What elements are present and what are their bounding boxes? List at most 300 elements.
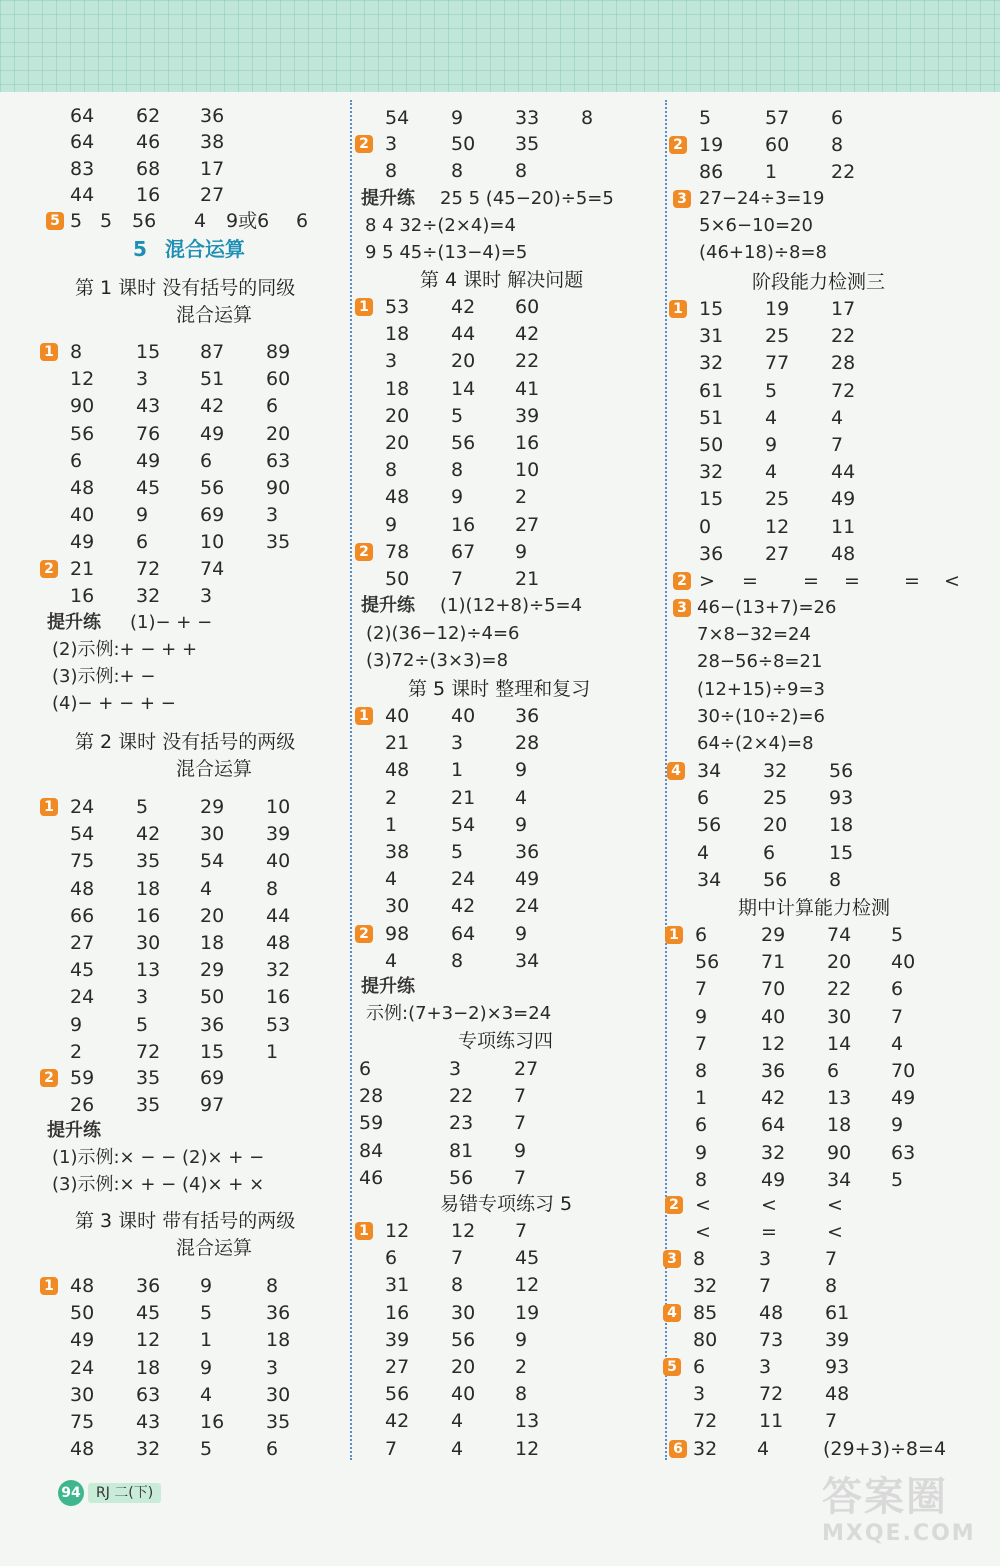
header-grid-band — [0, 0, 1000, 92]
answer-cell: 25 — [763, 787, 788, 810]
answer-cell: 24 — [70, 1356, 95, 1379]
answer-cell: 49 — [831, 488, 856, 511]
answer-cell: 9 — [695, 1141, 708, 1164]
answer-row — [359, 131, 705, 157]
answer-row — [673, 1436, 993, 1462]
answer-row — [70, 1039, 390, 1065]
answer-cell: 4 — [765, 406, 778, 429]
answer-cell: 15 — [699, 298, 724, 320]
answer-cell: 0 — [699, 515, 712, 538]
answer-cell: 5 — [100, 210, 113, 232]
answer-cell: 63 — [136, 1383, 161, 1406]
answer-row — [699, 459, 1000, 485]
answer-cell: 14 — [451, 377, 476, 400]
question-number-badge: 2 — [40, 1069, 58, 1087]
answer-line: 示例:(7+3−2)×3=24 — [366, 1003, 552, 1024]
answer-row — [385, 1408, 705, 1434]
answer-line: 27−24÷3=19 — [699, 188, 825, 209]
answer-line: 30÷(10÷2)=6 — [697, 705, 826, 727]
answer-cell: 31 — [699, 325, 724, 348]
answer-cell: 42 — [451, 296, 476, 318]
answer-cell: 23 — [449, 1112, 474, 1135]
answer-cell: 5 — [136, 1013, 149, 1036]
answer-cell: 20 — [451, 1356, 476, 1378]
answer-cell: 1 — [765, 161, 778, 184]
answer-cell: 40 — [451, 705, 476, 727]
answer-row — [44, 1065, 390, 1091]
answer-cell: 34 — [697, 868, 722, 891]
section-title: 专项练习四 — [458, 1030, 554, 1052]
answer-cell: 6 — [266, 395, 279, 418]
answer-cell: 72 — [831, 379, 856, 402]
answer-cell: 50 — [699, 434, 724, 456]
answer-row — [359, 1056, 679, 1082]
answer-cell: 67 — [451, 541, 476, 563]
answer-cell: 39 — [515, 404, 540, 427]
answer-cell: 32 — [693, 1275, 718, 1298]
answer-cell: 7 — [514, 1166, 527, 1189]
answer-cell: 1 — [200, 1329, 213, 1352]
answer-cell: 8 — [831, 134, 844, 156]
answer-cell: 3 — [759, 1356, 772, 1378]
chapter-title: 混合运算 — [164, 237, 245, 261]
answer-cell: 76 — [136, 422, 161, 445]
answer-line: 8 4 32÷(2×4)=4 — [365, 215, 516, 236]
answer-cell: 1 — [385, 813, 398, 836]
answer-row — [385, 893, 705, 919]
answer-cell: 51 — [200, 368, 225, 391]
answer-row — [385, 348, 705, 374]
answer-cell: 12 — [765, 515, 790, 538]
answer-cell: 29 — [200, 796, 225, 818]
answer-cell: 48 — [385, 486, 410, 509]
question-number-badge: 1 — [40, 1277, 58, 1295]
answer-cell: 56 — [385, 1383, 410, 1406]
question-number-badge: 2 — [665, 1196, 683, 1214]
answer-line: (3)示例:+ − — [52, 666, 156, 687]
answer-row — [385, 158, 705, 184]
answer-cell: 10 — [200, 531, 225, 554]
answer-cell: 4 — [451, 1410, 464, 1433]
answer-cell: 56 — [70, 422, 95, 445]
answer-cell: 27 — [765, 542, 790, 565]
answer-cell: 64 — [761, 1114, 786, 1137]
answer-cell: 50 — [451, 133, 476, 155]
answer-cell: 2 — [515, 486, 528, 509]
answer-cell: = — [761, 1221, 777, 1244]
answer-cell: 8 — [515, 160, 528, 183]
answer-cell: = — [742, 570, 758, 592]
answer-cell: < — [827, 1194, 843, 1216]
answer-cell: 56 — [449, 1166, 474, 1189]
answer-cell: 15 — [200, 1040, 225, 1063]
answer-cell: 9 — [515, 813, 528, 836]
answer-row — [697, 867, 1000, 893]
answer-cell: 74 — [200, 558, 225, 580]
answer-cell: 8 — [451, 1274, 464, 1297]
answer-cell: 68 — [136, 157, 161, 180]
answer-cell: 49 — [136, 449, 161, 472]
answer-cell: 7 — [451, 1247, 464, 1270]
question-number-badge: 6 — [669, 1440, 687, 1458]
answer-row — [385, 839, 705, 865]
answer-cell: 1 — [451, 759, 464, 782]
lesson-title: 第 5 课时 整理和复习 — [408, 678, 591, 700]
question-number-badge: 3 — [673, 190, 691, 208]
answer-cell: 2 — [385, 786, 398, 809]
answer-cell: 20 — [266, 422, 291, 445]
answer-row — [385, 403, 705, 429]
answer-cell: 6 — [891, 978, 904, 1001]
answer-cell: 34 — [697, 760, 722, 782]
answer-row — [385, 457, 705, 483]
answer-cell: 30 — [70, 1383, 95, 1406]
answer-cell: 3 — [136, 986, 149, 1009]
answer-row — [385, 1354, 705, 1380]
answer-cell: 16 — [200, 1411, 225, 1433]
answer-row — [385, 321, 705, 347]
answer-cell: 18 — [827, 1114, 852, 1137]
lesson-title: 第 4 课时 解决问题 — [420, 269, 584, 291]
answer-cell: 43 — [136, 1411, 161, 1433]
answer-cell: 45 — [515, 1247, 540, 1270]
answer-row — [693, 1408, 1000, 1434]
answer-row — [50, 208, 350, 234]
answer-cell: 4 — [200, 1383, 213, 1406]
answer-row — [385, 866, 705, 892]
answer-row — [70, 103, 390, 129]
practice-label: 提升练 — [361, 188, 415, 209]
answer-row — [70, 502, 390, 528]
answer-cell: 50 — [200, 986, 225, 1009]
answer-row — [385, 785, 705, 811]
answer-cell: 85 — [693, 1302, 718, 1324]
lesson-title: 混合运算 — [176, 304, 253, 326]
answer-cell: 32 — [699, 461, 724, 484]
answer-cell: 9 — [514, 1139, 527, 1162]
answer-cell: 27 — [514, 1058, 539, 1080]
answer-cell: 38 — [385, 841, 410, 863]
answer-cell: 30 — [451, 1301, 476, 1324]
answer-cell: 49 — [70, 531, 95, 554]
answer-cell: 56 — [763, 868, 788, 891]
answer-cell: 98 — [385, 923, 410, 945]
answer-cell: 35 — [266, 1411, 291, 1433]
answer-cell: 48 — [266, 932, 291, 954]
answer-cell: 5 — [891, 924, 904, 946]
edition-tag: RJ 二(下) — [88, 1483, 161, 1503]
answer-line: (3)示例:× + − (4)× + × — [52, 1174, 265, 1195]
answer-cell: 9 — [765, 434, 778, 456]
answer-cell: 49 — [891, 1087, 916, 1110]
question-number-badge: 4 — [663, 1304, 681, 1322]
chapter-heading — [133, 236, 245, 262]
answer-row — [695, 1031, 1000, 1057]
answer-cell: 36 — [699, 542, 724, 565]
answer-cell: 28 — [831, 352, 856, 375]
answer-cell: 70 — [761, 978, 786, 1001]
answer-line: (12+15)÷9=3 — [697, 678, 826, 700]
answer-row — [70, 129, 390, 155]
answer-row — [385, 1381, 705, 1407]
answer-row — [359, 294, 705, 320]
question-number-badge: 2 — [355, 135, 373, 153]
answer-row — [70, 1012, 390, 1038]
answer-cell: = — [844, 570, 860, 592]
answer-cell: 5 — [70, 210, 83, 232]
answer-row — [695, 1140, 1000, 1166]
answer-row — [70, 1355, 390, 1381]
answer-cell: 25 — [765, 325, 790, 348]
answer-cell: 7 — [515, 1220, 528, 1242]
answer-cell: 21 — [385, 732, 410, 755]
answer-row — [699, 486, 1000, 512]
answer-cell: 9 — [136, 504, 149, 527]
practice-label: 提升练 — [361, 976, 415, 997]
answer-cell: 7 — [825, 1410, 838, 1433]
answer-cell: 35 — [266, 531, 291, 554]
answer-row — [44, 1273, 390, 1299]
answer-cell: 69 — [200, 504, 225, 527]
answer-cell: 9 — [515, 1328, 528, 1351]
answer-row — [699, 432, 1000, 458]
answer-cell: 12 — [451, 1220, 476, 1242]
answer-cell: 35 — [515, 133, 540, 155]
answer-cell: 90 — [827, 1141, 852, 1164]
answer-cell: 4 — [765, 461, 778, 484]
answer-cell: 4 — [515, 786, 528, 809]
answer-cell: 39 — [266, 823, 291, 846]
answer-row — [385, 1245, 705, 1271]
answer-cell: 48 — [70, 477, 95, 499]
answer-cell: 64 — [70, 131, 95, 154]
answer-cell: 22 — [449, 1085, 474, 1108]
answer-cell: 29 — [761, 924, 786, 946]
answer-row — [385, 757, 705, 783]
answer-row — [695, 1219, 1000, 1245]
answer-row — [385, 484, 705, 510]
question-number-badge: 1 — [665, 926, 683, 944]
answer-row — [669, 1192, 1000, 1218]
answer-cell: 16 — [451, 513, 476, 536]
answer-cell: 4 — [831, 406, 844, 429]
answer-cell: 15 — [699, 488, 724, 511]
answer-cell: 44 — [266, 904, 291, 927]
answer-cell: 56 — [132, 210, 157, 232]
answer-cell: 54 — [451, 813, 476, 836]
answer-cell: < — [695, 1221, 711, 1244]
answer-row — [70, 448, 390, 474]
answer-cell: 36 — [200, 1013, 225, 1036]
answer-row — [385, 105, 705, 131]
answer-cell: 90 — [70, 395, 95, 418]
answer-cell: 42 — [200, 395, 225, 418]
question-number-badge: 2 — [673, 572, 691, 590]
answer-row — [667, 1354, 1000, 1380]
answer-cell: 72 — [136, 558, 161, 580]
answer-row — [695, 1058, 1000, 1084]
answer-cell: 93 — [825, 1356, 850, 1378]
answer-cell: 22 — [831, 161, 856, 184]
answer-cell: 3 — [451, 732, 464, 755]
answer-cell: 8 — [70, 341, 83, 363]
answer-cell: 9 — [70, 1013, 83, 1036]
answer-cell: 9 — [385, 513, 398, 536]
answer-cell: 3 — [266, 1356, 279, 1379]
answer-cell: 36 — [515, 705, 540, 727]
answer-row — [669, 922, 1000, 948]
answer-cell: 3 — [266, 504, 279, 527]
answer-cell: 24 — [451, 868, 476, 891]
lesson-title: 第 3 课时 带有括号的两级 — [75, 1210, 296, 1232]
question-number-badge: 1 — [355, 1222, 373, 1240]
answer-row — [695, 976, 1000, 1002]
answer-cell: 18 — [385, 323, 410, 346]
answer-cell: 20 — [451, 350, 476, 373]
answer-cell: 16 — [136, 904, 161, 927]
answer-row — [697, 840, 1000, 866]
answer-cell: 28 — [515, 732, 540, 755]
answer-row — [359, 1138, 679, 1164]
question-number-badge: 5 — [46, 212, 64, 230]
answer-cell: 6 — [763, 841, 776, 864]
answer-row — [385, 430, 705, 456]
answer-row — [677, 568, 989, 594]
answer-cell: 36 — [761, 1060, 786, 1082]
answer-cell: 15 — [136, 341, 161, 363]
answer-cell: 53 — [266, 1013, 291, 1036]
answer-line: (1)− + − — [130, 612, 213, 633]
question-number-badge: 2 — [40, 560, 58, 578]
answer-cell: 20 — [827, 951, 852, 974]
lesson-title: 混合运算 — [176, 1237, 253, 1259]
answer-cell: 7 — [695, 1032, 708, 1055]
answer-cell: 32 — [693, 1438, 718, 1460]
question-number-badge: 1 — [40, 343, 58, 361]
chapter-number: 5 — [133, 237, 147, 261]
answer-row — [385, 948, 705, 974]
answer-cell: 80 — [693, 1329, 718, 1352]
answer-row — [695, 1112, 1000, 1138]
answer-cell: 34 — [515, 950, 540, 973]
answer-cell: 36 — [136, 1275, 161, 1297]
answer-row — [699, 350, 1000, 376]
answer-cell: 3 — [449, 1058, 462, 1080]
answer-cell: 40 — [891, 951, 916, 974]
answer-row — [70, 1436, 390, 1462]
answer-cell: 20 — [385, 432, 410, 454]
answer-cell: 66 — [70, 904, 95, 927]
answer-row — [70, 1327, 390, 1353]
answer-cell: 3 — [385, 133, 398, 155]
answer-cell: 32 — [763, 760, 788, 782]
answer-cell: 16 — [266, 986, 291, 1009]
answer-cell: 7 — [385, 1437, 398, 1460]
answer-cell: 60 — [515, 296, 540, 318]
answer-cell: 70 — [891, 1060, 916, 1082]
answer-cell: 6 — [697, 787, 710, 810]
question-number-badge: 1 — [669, 300, 687, 318]
answer-cell: 8 — [825, 1275, 838, 1298]
answer-cell: 89 — [266, 341, 291, 363]
answer-cell: 46 — [359, 1166, 384, 1189]
answer-cell: 30 — [827, 1005, 852, 1028]
answer-cell: 5 — [136, 796, 149, 818]
answer-cell: 5 — [200, 1302, 213, 1325]
answer-cell: 6 — [200, 449, 213, 472]
answer-cell: 24 — [515, 895, 540, 918]
answer-row — [70, 366, 390, 392]
answer-cell: < — [761, 1194, 777, 1216]
answer-row — [699, 378, 1000, 404]
answer-row — [667, 1246, 1000, 1272]
answer-line: (3)72÷(3×3)=8 — [366, 650, 509, 671]
answer-cell: 13 — [827, 1087, 852, 1110]
answer-cell: 7 — [759, 1275, 772, 1298]
answer-cell: 18 — [385, 377, 410, 400]
answer-row — [359, 1083, 679, 1109]
answer-cell: 20 — [763, 814, 788, 837]
answer-cell: 6 — [695, 1114, 708, 1137]
answer-cell: 44 — [70, 183, 95, 206]
answer-cell: 21 — [451, 786, 476, 809]
answer-cell: 6 — [385, 1247, 398, 1270]
answer-cell: 49 — [70, 1329, 95, 1352]
answer-cell: 6 — [359, 1058, 372, 1080]
answer-cell: 60 — [266, 368, 291, 391]
answer-cell: 6 — [296, 210, 309, 232]
answer-row — [359, 1110, 679, 1136]
answer-cell: 75 — [70, 850, 95, 873]
answer-cell: 2 — [70, 1040, 83, 1063]
answer-cell: 18 — [266, 1329, 291, 1352]
answer-cell: 8 — [266, 1275, 279, 1297]
answer-row — [693, 1273, 1000, 1299]
answer-cell: 48 — [70, 877, 95, 900]
answer-cell: 7 — [825, 1248, 838, 1270]
answer-cell: 7 — [514, 1085, 527, 1108]
answer-row — [673, 132, 1000, 158]
answer-cell: 63 — [266, 449, 291, 472]
question-number-badge: 2 — [669, 136, 687, 154]
answer-row — [695, 1004, 1000, 1030]
answer-cell: 8 — [266, 877, 279, 900]
answer-cell: 22 — [515, 350, 540, 373]
answer-cell: 11 — [831, 515, 856, 538]
answer-row — [44, 794, 390, 820]
answer-cell: 45 — [70, 959, 95, 982]
question-number-badge: 2 — [355, 925, 373, 943]
answer-cell: 9 — [451, 107, 464, 129]
question-number-badge: 1 — [355, 707, 373, 725]
answer-cell: 30 — [200, 823, 225, 846]
answer-cell: 36 — [200, 105, 225, 127]
answer-cell: 38 — [200, 131, 225, 154]
question-number-badge: 2 — [355, 543, 373, 561]
answer-cell: 12 — [515, 1274, 540, 1297]
answer-cell: 4 — [891, 1032, 904, 1055]
answer-cell: 8 — [695, 1060, 708, 1082]
answer-cell: 9 — [451, 486, 464, 509]
answer-cell: 9 — [695, 1005, 708, 1028]
answer-cell: 13 — [136, 959, 161, 982]
answer-cell: 45 — [136, 477, 161, 499]
answer-cell: 13 — [515, 1410, 540, 1433]
answer-row — [699, 105, 1000, 131]
answer-row — [693, 1381, 1000, 1407]
answer-cell: 62 — [136, 105, 161, 127]
answer-cell: 54 — [70, 823, 95, 846]
